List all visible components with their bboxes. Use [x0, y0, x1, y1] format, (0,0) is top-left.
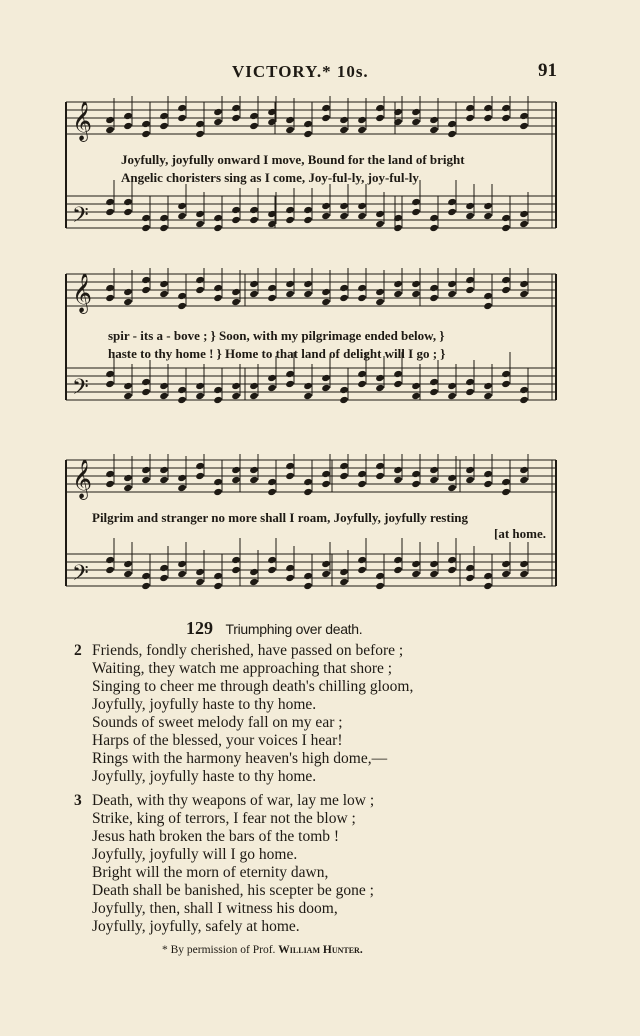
page-number: 91: [538, 60, 557, 81]
treble-clef-icon: 𝄞: [72, 273, 93, 313]
verse-line: Death shall be banished, his scepter be gone ;: [92, 882, 374, 899]
hymn-subtitle: Triumphing over death.: [225, 621, 363, 637]
verse-number: 2: [74, 642, 82, 659]
footnote-name: William Hunter.: [278, 944, 363, 956]
bass-clef-icon: 𝄢: [72, 375, 89, 405]
hymn-number: 129: [186, 618, 213, 638]
verse-line: Jesus hath broken the bars of the tomb !: [92, 828, 340, 845]
verse-line: Friends, fondly cherished, have passed on before ;: [92, 642, 404, 659]
verse-line: Singing to cheer me through death's chilling gloom,: [92, 678, 414, 695]
lyric-line: haste to thy home ! } Home to that land of delight will I go ; }: [108, 346, 446, 361]
verse-line: Joyfully, joyfully will I go home.: [92, 846, 298, 863]
bass-clef-icon: 𝄢: [72, 561, 89, 591]
music-system-3: [0, 454, 640, 612]
verse-line: Rings with the harmony heaven's high dome,—: [92, 750, 388, 767]
lyric-line: spir - its a - bove ; } Soon, with my pilgrimage ended below, }: [108, 328, 445, 343]
footnote-prefix: * By permission of Prof.: [162, 944, 276, 956]
music-system-1: [0, 96, 640, 246]
footnote: [162, 944, 363, 956]
lyric-line: Angelic choristers sing as I come, Joy-ful-ly, joy-ful-ly: [121, 170, 419, 185]
verse-line: Joyfully, then, shall I witness his doom,: [92, 900, 338, 917]
verse-line: Joyfully, joyfully, safely at home.: [92, 918, 300, 935]
verse-line: Strike, king of terrors, I fear not the blow ;: [92, 810, 356, 827]
tune-title: VICTORY.* 10s.: [232, 62, 369, 81]
verse-line: Death, with thy weapons of war, lay me low ;: [92, 792, 375, 809]
treble-clef-icon: 𝄞: [72, 101, 93, 141]
bass-clef-icon: 𝄢: [72, 203, 89, 233]
lyric-line: [at home.: [494, 526, 546, 541]
lyric-line: Joyfully, joyfully onward I move, Bound for the land of bright: [121, 152, 465, 167]
page-header: [0, 60, 640, 88]
lyric-line: Pilgrim and stranger no more shall I roam, Joyfully, joyfully resting: [92, 510, 469, 525]
verse-line: Sounds of sweet melody fall on my ear ;: [92, 714, 343, 731]
verse-line: Joyfully, joyfully haste to thy home.: [92, 696, 317, 713]
verse-line: Joyfully, joyfully haste to thy home.: [92, 768, 317, 785]
hymn-heading: [186, 618, 362, 639]
treble-clef-icon: 𝄞: [72, 459, 93, 499]
music-system-2: [0, 268, 640, 438]
verse-number: 3: [74, 792, 82, 809]
verse-line: Harps of the blessed, your voices I hear!: [92, 732, 343, 749]
verse-line: Waiting, they watch me approaching that shore ;: [92, 660, 393, 677]
verse-line: Bright will the morn of eternity dawn,: [92, 864, 329, 881]
